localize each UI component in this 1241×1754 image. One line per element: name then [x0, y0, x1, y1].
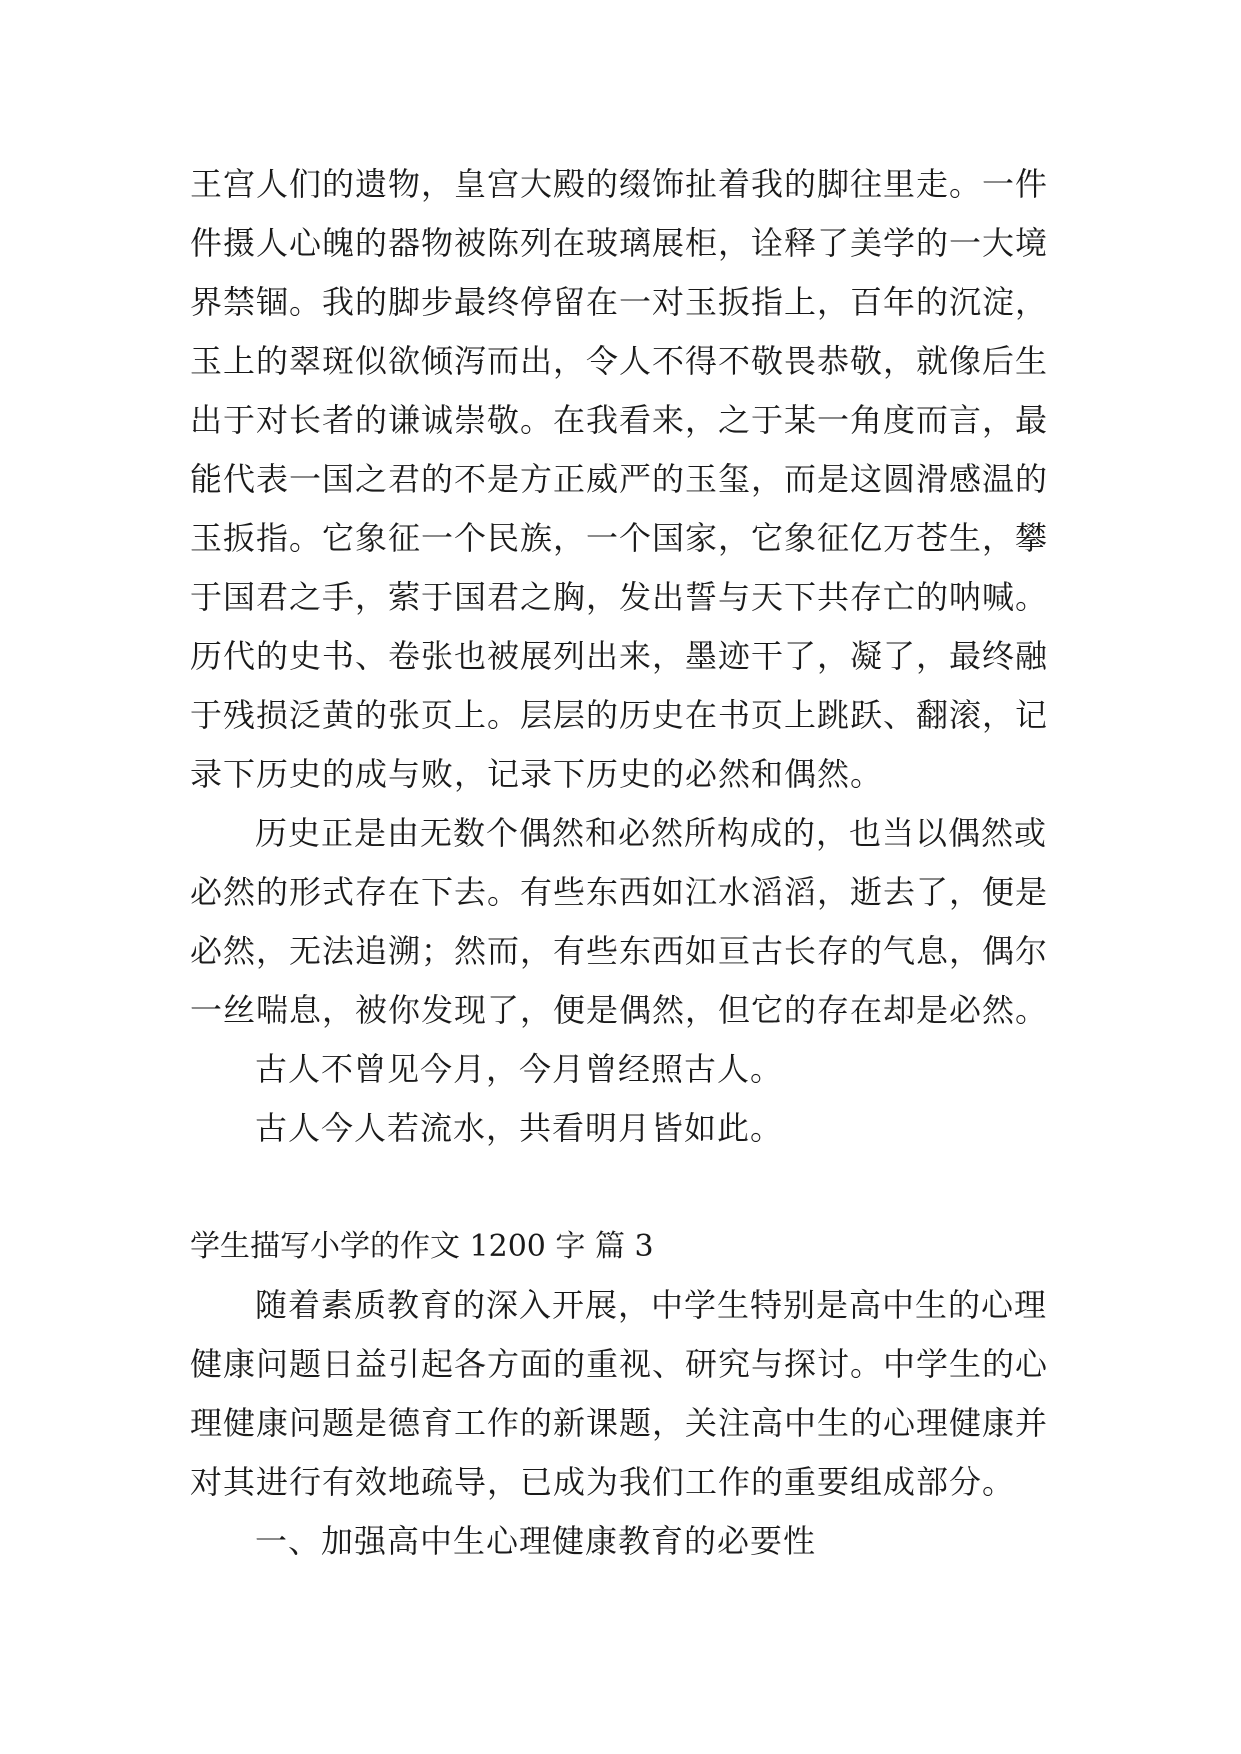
- text-line: 界禁锢。我的脚步最终停留在一对玉扳指上，百年的沉淀，: [190, 283, 1049, 321]
- text-line: 玉上的翠斑似欲倾泻而出，令人不得不敬畏恭敬，就像后生: [190, 342, 1049, 380]
- text-line: 必然，无法追溯；然而，有些东西如亘古长存的气息，偶尔: [190, 932, 1049, 970]
- paragraph-start-line: 历史正是由无数个偶然和必然所构成的，也当以偶然或: [255, 814, 1048, 852]
- text-line: 王宫人们的遗物，皇宫大殿的缀饰扯着我的脚往里走。一件: [190, 165, 1049, 203]
- essay-body-part-1: [190, 155, 1070, 1158]
- text-line: 历代的史书、卷张也被展列出来，墨迹干了，凝了，最终融: [190, 637, 1049, 675]
- text-line: 玉扳指。它象征一个民族，一个国家，它象征亿万苍生，攀: [190, 519, 1049, 557]
- text-line: 于残损泛黄的张页上。层层的历史在书页上跳跃、翻滚，记: [190, 696, 1049, 734]
- poem-line: 古人今人若流水，共看明月皆如此。: [255, 1109, 784, 1147]
- text-line: 必然的形式存在下去。有些东西如江水滔滔，逝去了，便是: [190, 873, 1049, 911]
- text-line: 录下历史的成与败，记录下历史的必然和偶然。: [190, 755, 884, 793]
- text-line: 出于对长者的谦诚崇敬。在我看来，之于某一角度而言，最: [190, 401, 1049, 439]
- text-line: 于国君之手，萦于国君之胸，发出誓与天下共存亡的呐喊。: [190, 578, 1049, 616]
- poem-line: 古人不曾见今月，今月曾经照古人。: [255, 1050, 784, 1088]
- text-line: 能代表一国之君的不是方正威严的玉玺，而是这圆滑感温的: [190, 460, 1049, 498]
- paragraph-start-line: 随着素质教育的深入开展，中学生特别是高中生的心理: [255, 1286, 1048, 1324]
- text-line: 理健康问题是德育工作的新课题，关注高中生的心理健康并: [190, 1404, 1049, 1442]
- subsection-title: 一、加强高中生心理健康教育的必要性: [255, 1522, 817, 1560]
- text-line: 一丝喘息，被你发现了，便是偶然，但它的存在却是必然。: [190, 991, 1049, 1029]
- essay-body-part-2: [190, 1276, 1070, 1571]
- text-line: 对其进行有效地疏导，已成为我们工作的重要组成部分。: [190, 1463, 1016, 1501]
- text-line: 健康问题日益引起各方面的重视、研究与探讨。中学生的心: [190, 1345, 1049, 1383]
- text-line: 件摄人心魄的器物被陈列在玻璃展柜，诠释了美学的一大境: [190, 224, 1049, 262]
- section-heading: 学生描写小学的作文 1200 字 篇 3: [190, 1229, 654, 1264]
